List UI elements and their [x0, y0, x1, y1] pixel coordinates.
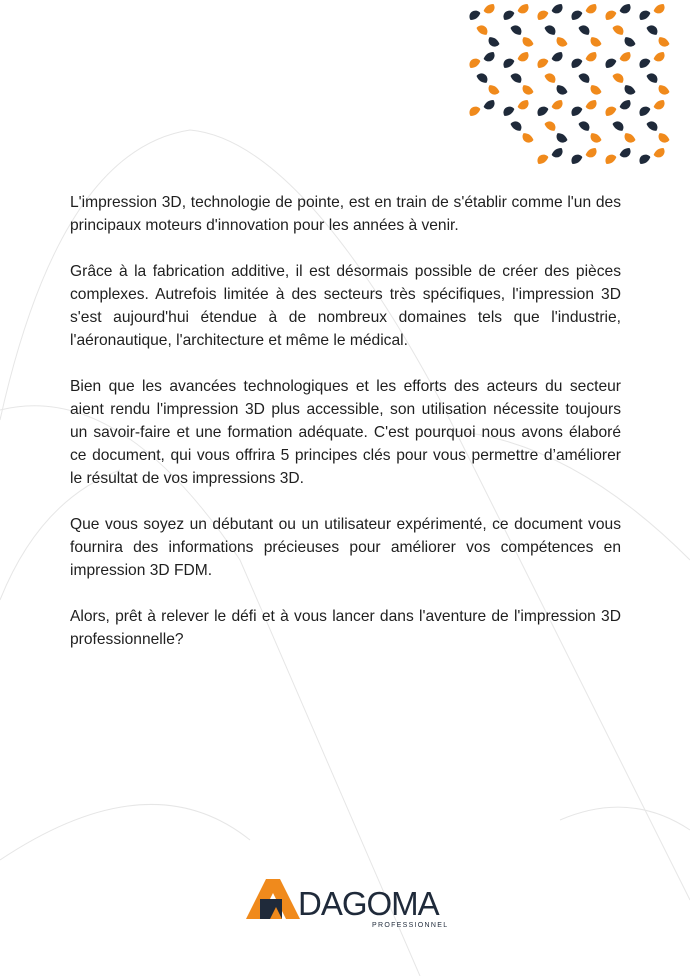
- dagoma-logo-mark-icon: [246, 879, 304, 919]
- teardrop-pair: [603, 143, 633, 169]
- teardrop-pair: [507, 71, 537, 97]
- teardrop-pair: [473, 71, 503, 97]
- dagoma-logo: [246, 876, 449, 936]
- teardrop-pair: [569, 47, 599, 73]
- body-text: [70, 191, 621, 674]
- teardrop-pair: [575, 71, 605, 97]
- teardrop-pair: [535, 47, 565, 73]
- logo-wordmark: DAGOMA: [298, 885, 439, 922]
- teardrop-pair: [501, 95, 531, 121]
- teardrop-pair: [535, 95, 565, 121]
- teardrop-pair: [473, 23, 503, 49]
- teardrop-pair: [643, 119, 673, 145]
- paragraph-intro: L'impression 3D, technologie de pointe, est en train de s'établir comme l'un des principaux moteurs d'innovation pour les années à venir.: [70, 194, 621, 234]
- teardrop-pair: [637, 0, 667, 25]
- teardrop-pair: [467, 0, 497, 25]
- teardrop-pair: [467, 95, 497, 121]
- teardrop-pair: [575, 119, 605, 145]
- teardrop-pair: [507, 119, 537, 145]
- teardrop-pair: [501, 0, 531, 25]
- teardrop-pair: [603, 95, 633, 121]
- teardrop-pair: [507, 23, 537, 49]
- teardrop-pair: [637, 143, 667, 169]
- paragraph-call-to-action: Alors, prêt à relever le défi et à vous lancer dans l'aventure de l'impression 3D professionnelle?: [70, 608, 621, 648]
- teardrop-pair: [569, 95, 599, 121]
- teardrop-pair: [541, 119, 571, 145]
- teardrop-pair: [609, 119, 639, 145]
- paragraph-accessibility: Bien que les avancées technologiques et les efforts des acteurs du secteur aient rendu l'impression 3D plus accessible, son utilisation nécessite toujours un savoir-faire et une formation adéquate. C'est pourquoi nous avons élaboré ce document, qui vous offrira 5 principes clés pour vous permettre d’améliorer le résultat de vos impressions 3D.: [70, 378, 621, 487]
- teardrop-pattern-decoration: [460, 0, 690, 180]
- teardrop-pair: [501, 47, 531, 73]
- teardrop-pair: [643, 23, 673, 49]
- teardrop-pair: [603, 47, 633, 73]
- teardrop-pair: [569, 143, 599, 169]
- paragraph-audience: Que vous soyez un débutant ou un utilisateur expérimenté, ce document vous fournira des informations précieuses pour améliorer vos compétences en impression 3D FDM.: [70, 516, 621, 579]
- teardrop-pair: [541, 23, 571, 49]
- teardrop-pair: [467, 47, 497, 73]
- teardrop-pair: [535, 0, 565, 25]
- teardrop-pair: [575, 23, 605, 49]
- paragraph-fabrication: Grâce à la fabrication additive, il est désormais possible de créer des pièces complexes. Autrefois limitée à des secteurs très spécifiques, l'impression 3D s'est aujourd'hui étendue à de nombreux domaines tels que l'industrie, l'aéronautique, l'architecture et même le médical.: [70, 263, 621, 349]
- teardrop-pair: [603, 0, 633, 25]
- teardrop-pair: [569, 0, 599, 25]
- teardrop-pair: [535, 143, 565, 169]
- teardrop-pair: [609, 71, 639, 97]
- teardrop-pair: [637, 95, 667, 121]
- logo-tagline: PROFESSIONNEL: [372, 922, 449, 929]
- teardrop-pair: [609, 23, 639, 49]
- teardrop-pair: [637, 47, 667, 73]
- teardrop-pair: [541, 71, 571, 97]
- teardrop-pair: [643, 71, 673, 97]
